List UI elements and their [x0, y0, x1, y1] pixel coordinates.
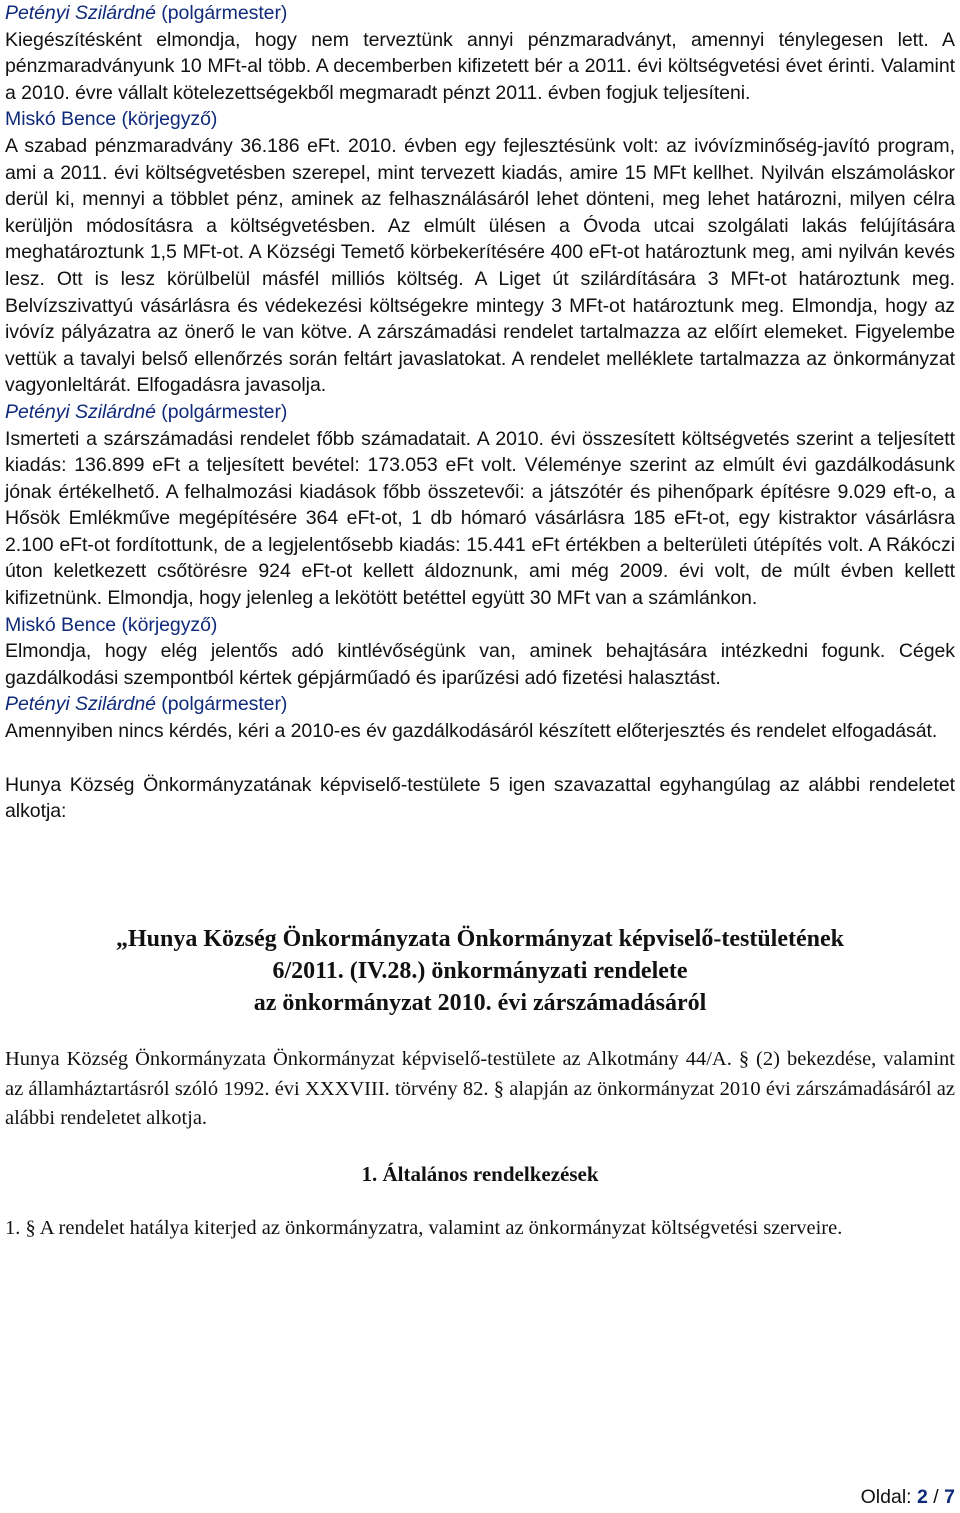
speaker-line [5, 691, 955, 718]
speaker-role-mayor: (polgármester) [161, 693, 288, 716]
speaker-line [5, 106, 955, 133]
speaker-role-notary: (körjegyző) [121, 108, 218, 131]
spacer [5, 1188, 955, 1214]
minutes-paragraph-3: Ismerteti a szárszámadási rendelet főbb számadatait. A 2010. évi összesített költségvetés szerint a teljesített kiadás: 136.899 eFt a teljesített bevétel: 173.053 eFt volt. Véleménye szerint az elmúlt évi gazdálkodásunk jónak értékelhető. A felhalmozási kiadások főbb összetevői: a játszótér és pihenőpark építésre 9.029 eft-o, a Hősök Emlékműve megépítésére 364 eFt-ot, 1 db hómaró vásárlásra 185 eFt-ot, egy kistraktor vásárlásra 2.100 eFt-ot fordítottunk, de a legjelentősebb kiadás: 15.441 eFt értékben a belterületi útépítés volt. A Rákóczi úton keletkezett csőtörésre 924 eFt-ot kellett áldoznunk, ami még 2009. évi volt, de múlt évben kellett kifizetnünk. Elmondja, hogy jelenleg a lekötött betéttel együtt 30 MFt van a számlánkon. [5, 427, 955, 610]
speaker-line [5, 612, 955, 639]
spacer [5, 745, 955, 772]
minutes-paragraph-2: A szabad pénzmaradvány 36.186 eFt. 2010. évben egy fejlesztésünk volt: az ivóvízminőség-javító program, ami a 2011. évi költségvetésben szerepel, mint tervezett kiadás, amire 15 MFt kellhet. Nyilván elszámoláskor derül ki, mennyi a többlet pénz, aminek az felhasználásáról lehet dönteni, meg lehet határozni, milyen célra kerüljön módosításra a költségvetésben. Az elmúlt ülésen a Óvoda utcai szolgálati lakás felújítására meghatároztunk 1,5 MFt-ot. A Községi Temető körbekerítésére 400 eFt-ot határoztunk meg, ami nyilván kevés lesz. Ott is lesz körülbelül másfél milliós költség. A Liget út szilárdítására 3 MFt-ot határoztunk meg. Belvízszivattyú vásárlásra és védekezési költségekre mintegy 3 MFt-ot határoztunk meg. Elmondja, hogy az ivóvíz pályázatra az önerő le van kötve. A zárszámadási rendelet tartalmazza az előírt elemeket. Figyelembe vettük a tavalyi belső ellenőrzés során feltárt javaslatokat. A rendelet melléklete tartalmazza az önkormányzat vagyonleltárát. Elfogadásra javasolja. [5, 134, 955, 397]
page-number-current: 2 [917, 1486, 928, 1508]
speaker-role-mayor: (polgármester) [161, 400, 288, 423]
speaker-name-mayor: Petényi Szilárdné [5, 2, 156, 24]
speaker-role-mayor: (polgármester) [161, 2, 288, 24]
minutes-paragraph-4: Elmondja, hogy elég jelentős adó kintlévőségünk van, aminek behajtására intézkedni fogunk. Cégek gazdálkodási szempontból kértek gépjárműadó és iparűzési adó fizetési halasztást. [5, 640, 955, 689]
minutes-paragraph-5: Amennyiben nincs kérdés, kéri a 2010-es év gazdálkodásáról készített előterjesztés és rendelet elfogadását. [5, 720, 938, 743]
spacer [5, 1134, 955, 1160]
document-page [5, 0, 955, 1244]
speaker-line [5, 0, 955, 27]
decree-preamble: Hunya Község Önkormányzata Önkormányzat képviselő-testülete az Alkotmány 44/A. § (2) bekezdése, valamint az államháztartásról szóló 1992. évi XXXVIII. törvény 82. § alapján az önkormányzat 2010 évi zárszámadásáról az alábbi rendeletet alkotja. [5, 1047, 955, 1130]
page-number [861, 1484, 955, 1510]
speaker-line [5, 399, 955, 426]
page-number-separator: / [933, 1486, 939, 1508]
speaker-role-notary: (körjegyző) [121, 613, 218, 636]
speaker-name-notary: Miskó Bence [5, 108, 117, 131]
spacer [5, 825, 955, 923]
spacer [5, 1019, 955, 1045]
decision-paragraph: Hunya Község Önkormányzatának képviselő-testülete 5 igen szavazattal egyhangúlag az alábbi rendeletet alkotja: [5, 773, 955, 823]
decree-title-line-3: az önkormányzat 2010. évi zárszámadásáról [253, 989, 707, 1016]
minutes-paragraph-1: Kiegészítésként elmondja, hogy nem terveztünk annyi pénzmaradványt, amennyi ténylegesen lett. A pénzmaradványunk 10 MFt-al több. A decemberben kifizetett bér a 2011. évi költségvetési évet érinti. Valamint a 2010. évre vállalt kötelezettségekből megmaradt pénzt 2011. évben fogjuk teljesíteni. [5, 28, 955, 104]
page-number-label: Oldal: [860, 1486, 912, 1508]
page-number-total: 7 [944, 1486, 955, 1508]
speaker-name-mayor: Petényi Szilárdné [5, 400, 156, 423]
decree-title-line-1: „Hunya Község Önkormányzata Önkormányzat képviselő-testületének [116, 925, 844, 952]
decree-title-line-2: 6/2011. (IV.28.) önkormányzati rendelete [272, 957, 688, 984]
decree-paragraph-1: 1. § A rendelet hatálya kiterjed az önkormányzatra, valamint az önkormányzat költségvetési szerveire. [5, 1217, 843, 1240]
section-title: 1. Általános rendelkezések [361, 1162, 599, 1187]
speaker-name-mayor: Petényi Szilárdné [5, 693, 156, 716]
speaker-name-notary: Miskó Bence [5, 613, 117, 636]
